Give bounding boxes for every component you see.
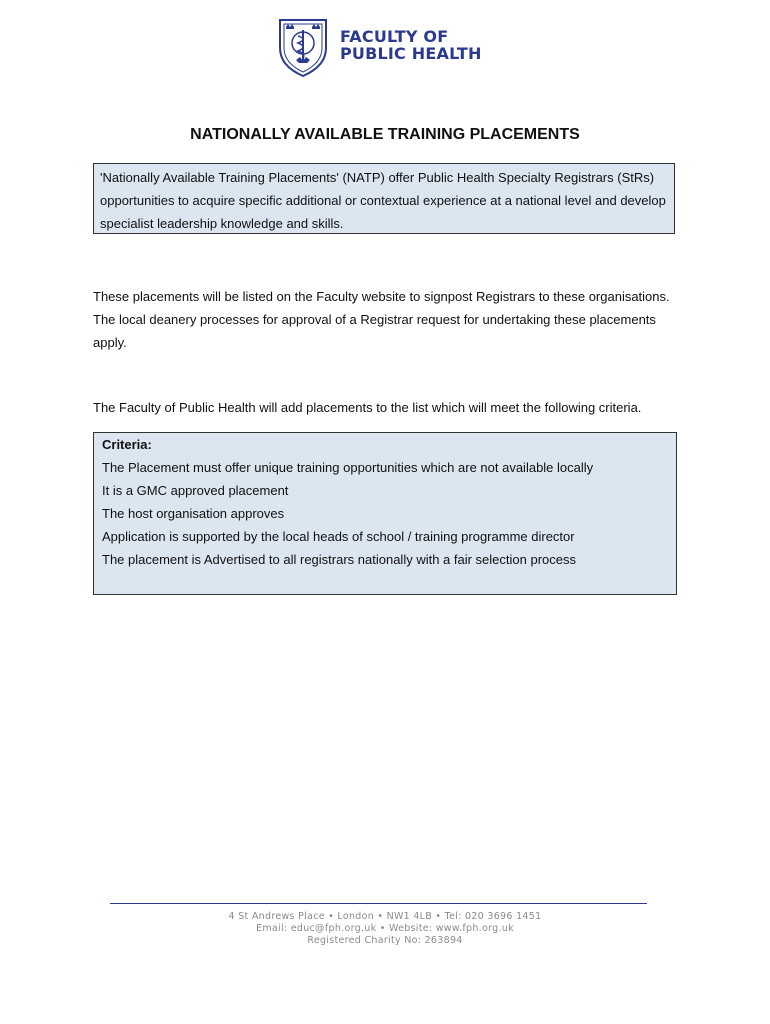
faculty-logo [276,14,536,80]
criteria-item: The Placement must offer unique training opportunities which are not available locally [102,460,594,475]
org-name-line1: FACULTY OF [340,27,449,46]
faculty-crest-icon [276,14,330,78]
criteria-item: It is a GMC approved placement [102,483,289,498]
intro-box: 'Nationally Available Training Placements' (NATP) offer Public Health Specialty Registrars (StRs) opportunities to acquire specific additional or contextual experience at a national level and develop specialist leadership knowledge and skills. [93,163,675,234]
criteria-heading: Criteria: [102,437,152,452]
paragraph-criteria-intro: The Faculty of Public Health will add placements to the list which will meet the following criteria. [93,400,642,415]
footer-charity: Registered Charity No: 263894 [307,935,463,946]
org-name-line2: PUBLIC HEALTH [340,44,482,63]
criteria-item: The placement is Advertised to all registrars nationally with a fair selection process [102,552,576,567]
criteria-item: Application is supported by the local heads of school / training programme director [102,529,575,544]
paragraph-listing: These placements will be listed on the Faculty website to signpost Registrars to these organisations. The local deanery processes for approval of a Registrar request for undertaking these placements apply. [93,289,670,350]
page-title: NATIONALLY AVAILABLE TRAINING PLACEMENTS [190,126,580,143]
criteria-box [93,432,677,595]
criteria-item: The host organisation approves [102,506,285,521]
org-name [340,28,482,62]
footer-divider [110,903,647,904]
footer-address: 4 St Andrews Place • London • NW1 4LB • Tel: 020 3696 1451 [228,911,542,922]
footer [0,911,770,947]
footer-contact: Email: educ@fph.org.uk • Website: www.fph.org.uk [256,923,514,934]
